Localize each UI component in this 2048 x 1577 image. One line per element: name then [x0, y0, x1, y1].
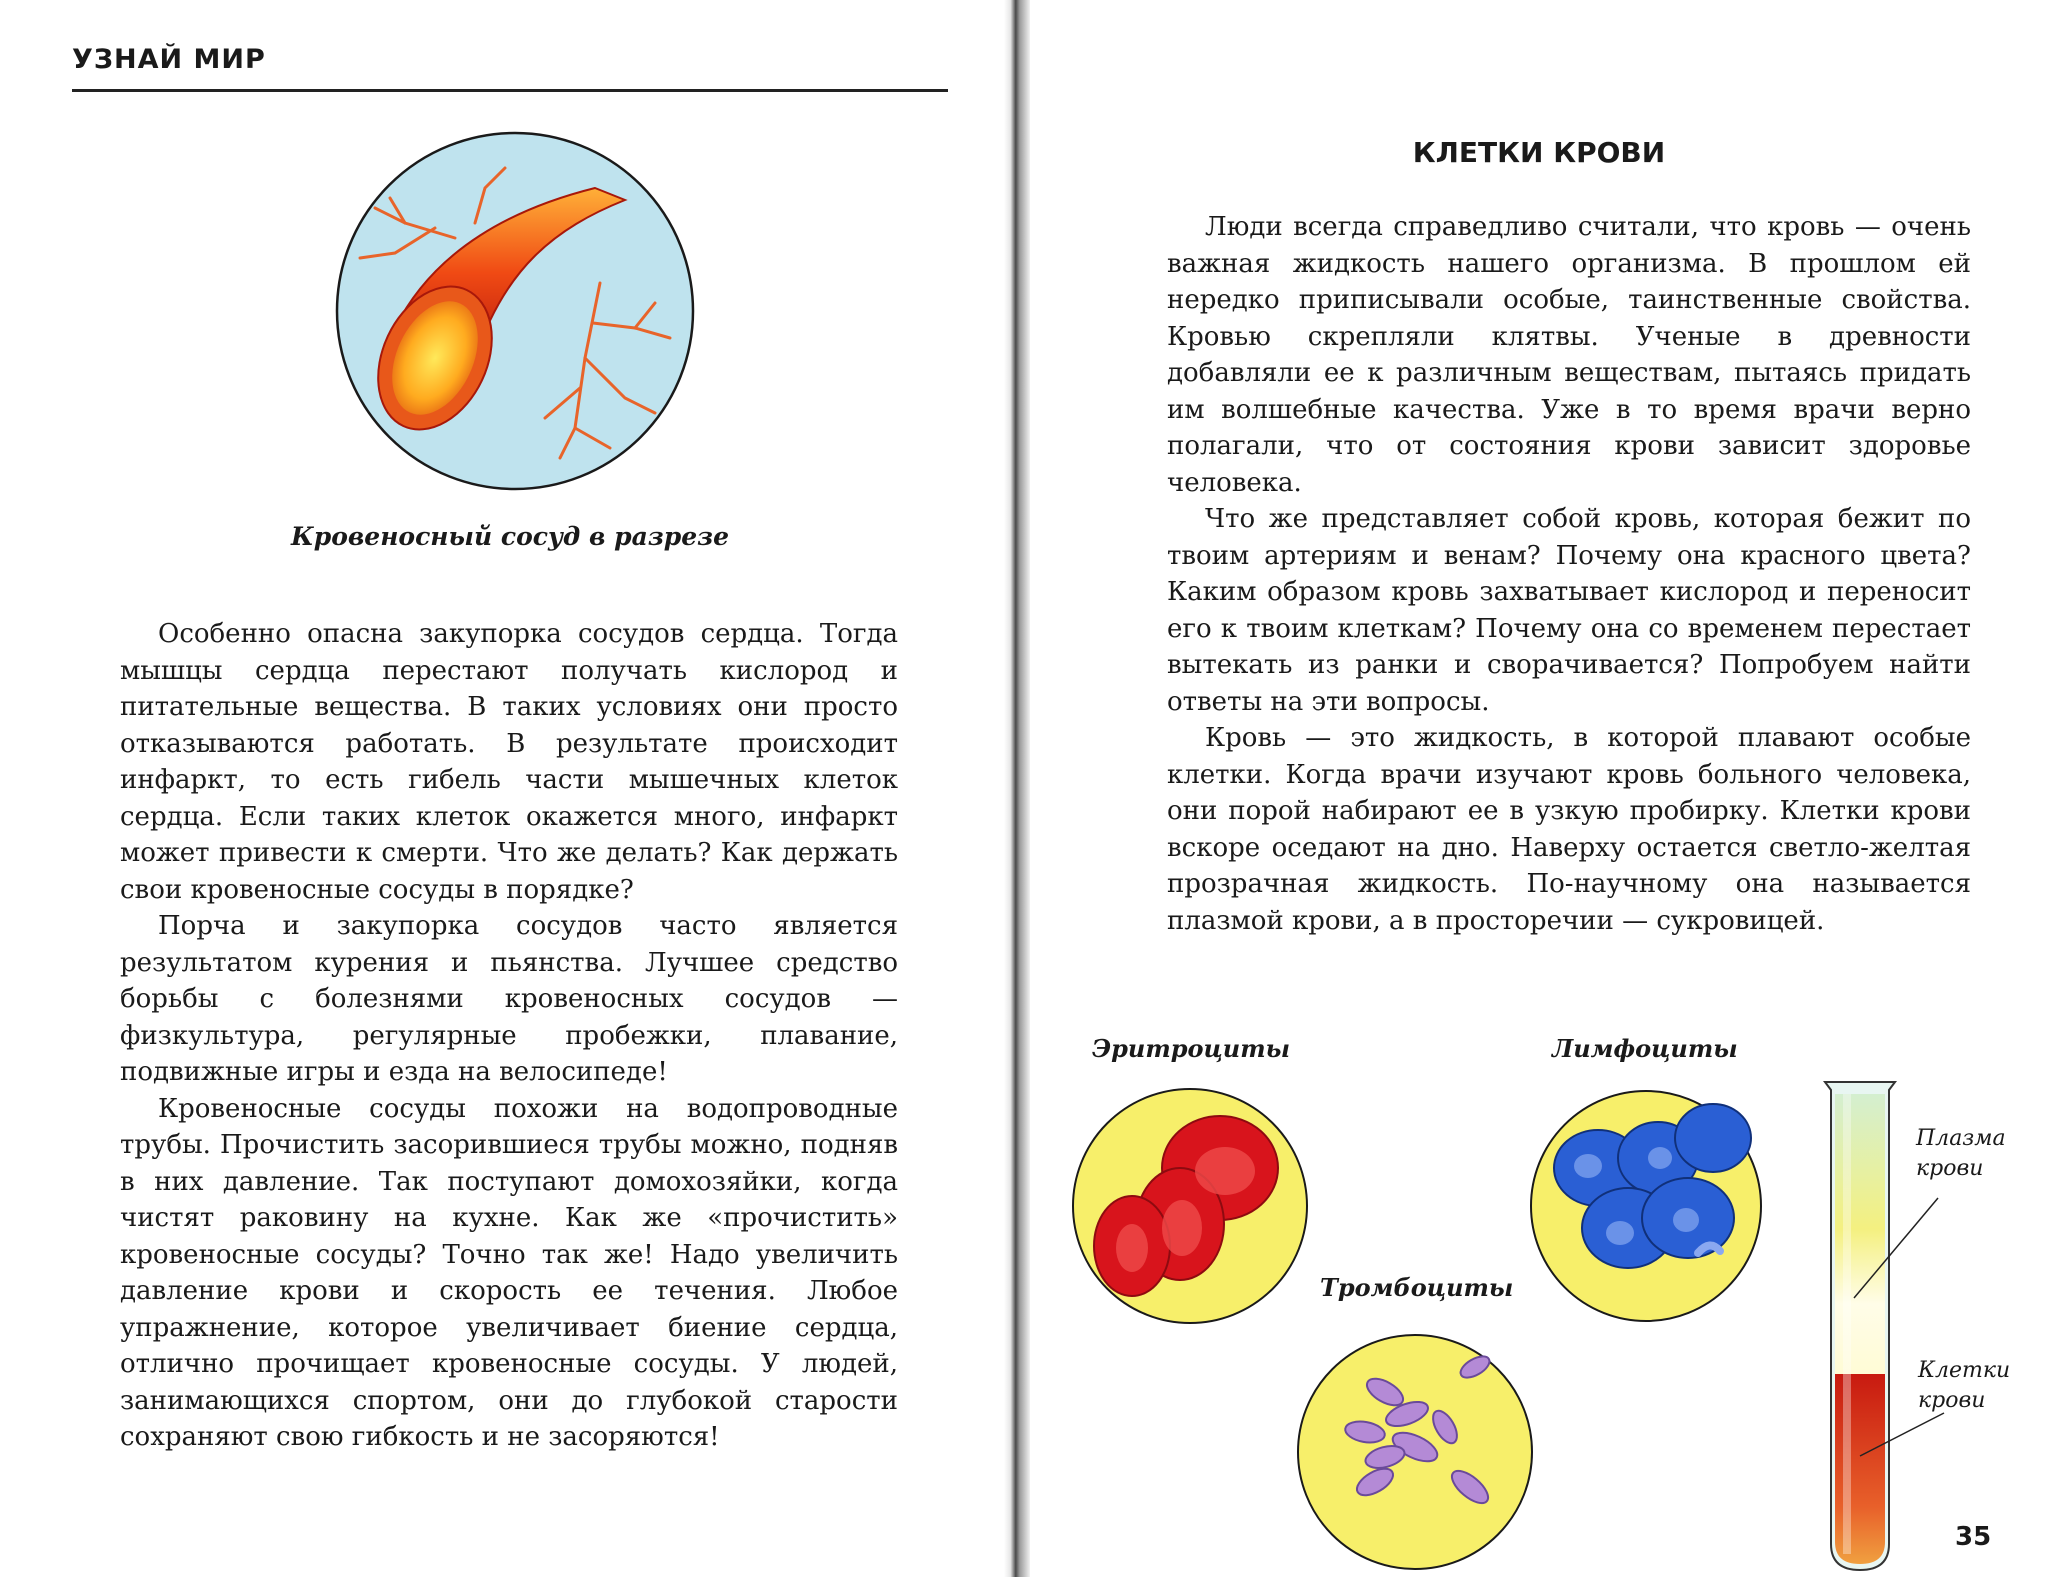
- label-plasma: [1916, 1124, 2006, 1184]
- label-cells: [1918, 1356, 2010, 1416]
- label-cells-line1: Клетки: [1918, 1358, 2011, 1383]
- pointer-lines: [1850, 1170, 1950, 1470]
- left-page: [0, 0, 1004, 1577]
- paragraph: Что же представляет собой кровь, которая бежит по твоим артериям и венам? Почему она красного цвета? Каким образом кровь захватывает кислород и переносит его к твоим клеткам? Почему она со временем перестает вытекать из ранки и сворачивается? Попробуем найти ответы на эти вопросы.: [1167, 504, 1971, 717]
- left-body-text: [120, 616, 898, 1456]
- lymphocytes-illustration: [1528, 1088, 1764, 1324]
- label-platelets: Тромбоциты: [1320, 1273, 1514, 1302]
- blood-vessel-illustration: [335, 128, 695, 498]
- paragraph: Особенно опасна закупорка сосудов сердца. Тогда мышцы сердца перестают получать кислород и питательные вещества. В таких условиях они просто отказываются работать. В результате происходит инфаркт, то есть гибель части мышечных клеток сердца. Если таких клеток окажется много, инфаркт может привести к смерти. Что же делать? Как держать свои кровеносные сосуды в порядке?: [120, 619, 898, 905]
- erythrocytes-illustration: [1070, 1086, 1310, 1326]
- platelets-illustration: [1295, 1332, 1535, 1572]
- label-plasma-line1: Плазма: [1916, 1126, 2006, 1151]
- book-spine: [1004, 0, 1030, 1577]
- label-lymphocytes: Лимфоциты: [1552, 1034, 1738, 1063]
- figure-caption: Кровеносный сосуд в разрезе: [290, 522, 730, 551]
- section-title: КЛЕТКИ КРОВИ: [1412, 136, 1666, 169]
- right-body-text: [1167, 209, 1971, 939]
- page-number: 35: [1955, 1522, 1992, 1552]
- right-page: [1030, 0, 2048, 1577]
- paragraph: Кровеносные сосуды похожи на водопроводные трубы. Прочистить засорившиеся трубы можно, подняв в них давление. Так поступают домохозяйки, когда чистят раковину на кухне. Как же «прочистить» кровеносные сосуды? Точно так же! Надо увеличить давление крови и скорость ее течения. Любое упражнение, которое увеличивает биение сердца, отлично прочищает кровеносные сосуды. У людей, занимающихся спортом, они до глубокой старости сохраняют свою гибкость и не засоряются!: [120, 1093, 898, 1452]
- label-plasma-line2: крови: [1916, 1156, 1984, 1181]
- label-cells-line2: крови: [1918, 1388, 1986, 1413]
- paragraph: Кровь — это жидкость, в которой плавают особые клетки. Когда врачи изучают кровь больного человека, они порой набирают ее в узкую пробирку. Клетки крови вскоре оседают на дно. Наверху остается светло-желтая прозрачная жидкость. По-научному она называется плазмой крови, а в просторечии — сукровицей.: [1167, 723, 1971, 936]
- paragraph: Порча и закупорка сосудов часто является результатом курения и пьянства. Лучшее средство борьбы с болезнями кровеносных сосудов — физкультура, регулярные пробежки, плавание, подвижные игры и езда на велосипеде!: [120, 911, 898, 1087]
- paragraph: Люди всегда справедливо считали, что кровь — очень важная жидкость нашего организма. В прошлом ей нередко приписывали особые, таинственные свойства. Кровью скрепляли клятвы. Ученые в древности добавляли ее к различным веществам, пытаясь придать им волшебные качества. Уже в то время врачи верно полагали, что от состояния крови зависит здоровье человека.: [1167, 212, 1971, 498]
- label-erythrocytes: Эритроциты: [1092, 1034, 1291, 1063]
- header-rule: [72, 89, 948, 92]
- running-header: УЗНАЙ МИР: [72, 44, 266, 75]
